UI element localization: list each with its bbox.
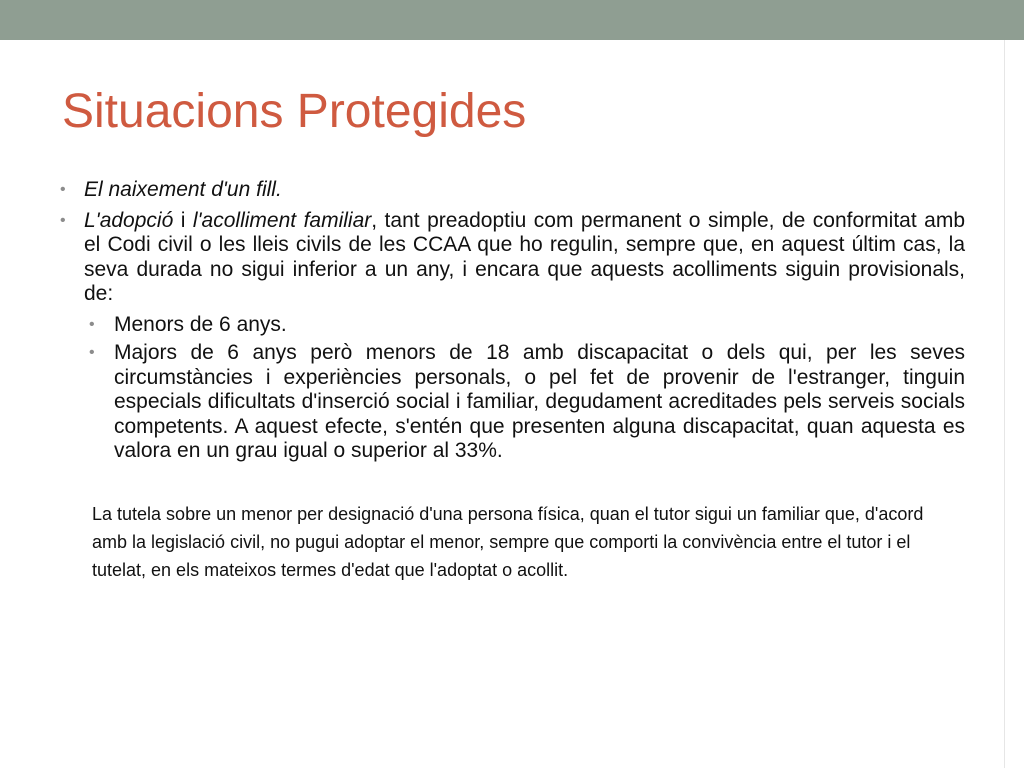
bullet-adoption (60, 209, 965, 307)
adoption-connector: i (173, 208, 193, 232)
sub-bullet-under-6 (87, 313, 965, 338)
bullet-birth (60, 178, 965, 203)
adoption-term: L'adopció (84, 208, 174, 232)
sub-bullet-under-6-text: Menors de 6 anys. (114, 312, 287, 336)
bullet-birth-text: El naixement d'un fill. (84, 178, 282, 201)
slide-body (60, 178, 965, 468)
sub-bullet-over-6-text: Majors de 6 anys però menors de 18 amb discapacitat o dels qui, per les seves circumstàncies i experiències personals, o pel fet de provenir de l'estranger, tinguin especials dificultats d'inserció social i familiar, degudament acreditades pels serveis socials competents. A aquest efecte, s'entén que presenten alguna discapacitat, quan aquesta es valora en un grau igual o superior al 33%. (114, 341, 965, 462)
fostering-term: l'acolliment familiar (192, 208, 372, 232)
sub-bullet-over-6 (87, 341, 965, 464)
top-band (0, 0, 1024, 40)
adoption-detail: , tant preadoptiu com permanent o simple, de conformitat amb el Codi civil o les lleis civils de les CCAA que ho regulin, sempre que, en aquest últim cas, la seva durada no sigui inferior a un any, i encara que aquests acolliments siguin provisionals, de: (84, 208, 965, 305)
guardianship-note: La tutela sobre un menor per designació d'una persona física, quan el tutor sigui un familiar que, d'acord amb la legislació civil, no pugui adoptar el menor, sempre que comporti la convivència entre el tutor i el tutelat, en els mateixos termes d'edat que l'adoptat o acollit. (92, 504, 924, 580)
right-rule (1004, 40, 1005, 768)
slide-title: Situacions Protegides (62, 85, 527, 138)
